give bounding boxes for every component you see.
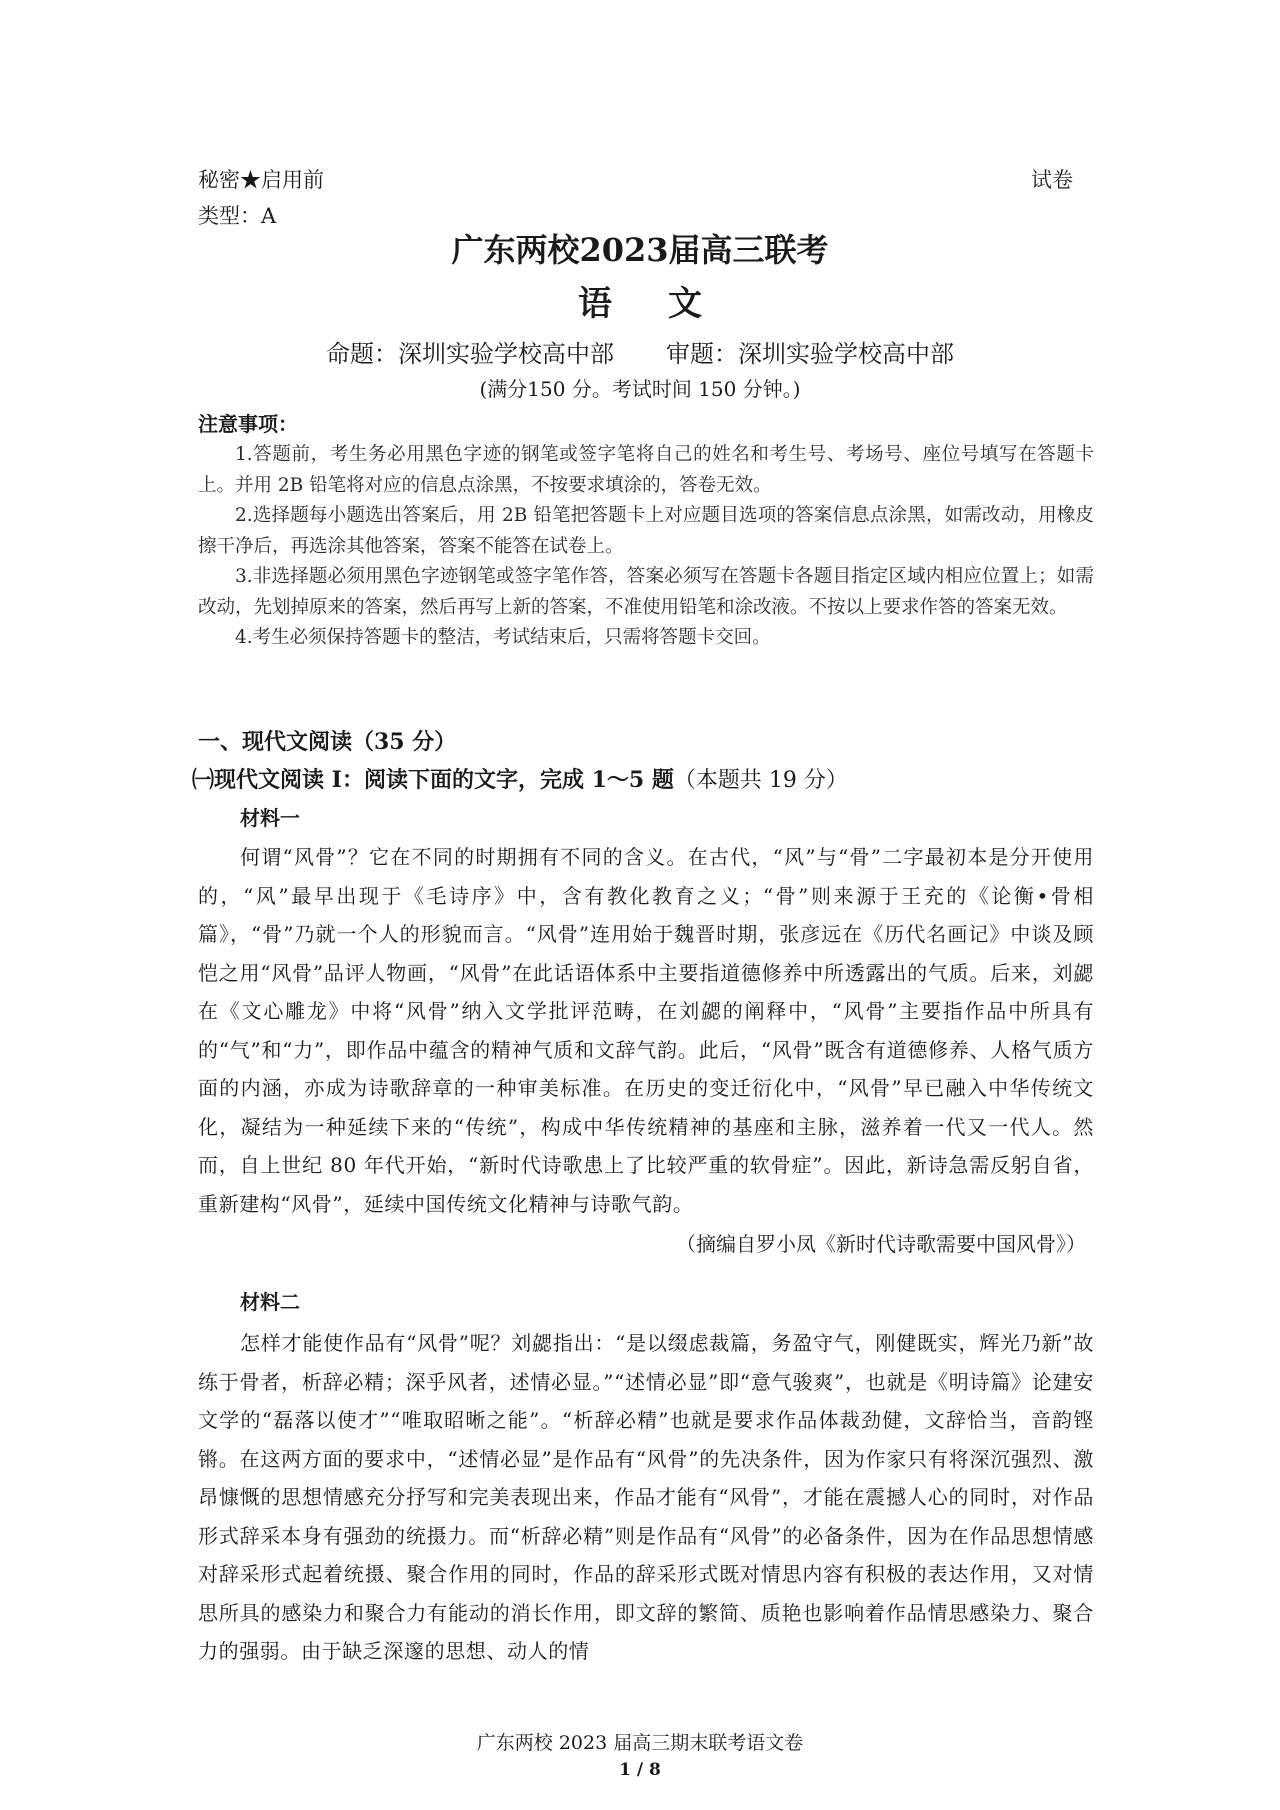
notice-item: 2.选择题每小题选出答案后，用 2B 铅笔把答题卡上对应题目选项的答案信息点涂黑，如需改动，用橡皮擦干净后，再选涂其他答案，答案不能答在试卷上。: [198, 505, 1094, 557]
material-one-body: [198, 838, 1094, 1223]
sub-heading-score: （本题共 19 分）: [673, 768, 848, 793]
paper-type-label: 类型：A: [198, 204, 277, 228]
confidential-label: 秘密★启用前: [198, 168, 324, 192]
setter-label: 命题：深圳实验学校高中部: [326, 340, 614, 368]
material-one-source: （摘编自罗小凤《新时代诗歌需要中国风骨》）: [676, 1232, 1086, 1256]
subject-title: 语文: [578, 284, 758, 324]
notice-heading: 注意事项：: [198, 412, 298, 436]
page-number: 1 / 8: [619, 1760, 661, 1780]
footer-title: 广东两校 2023 届高三期末联考语文卷: [476, 1732, 804, 1754]
material-two-paragraph: 怎样才能使作品有“风骨”呢？刘勰指出：“是以缀虑裁篇，务盈守气，刚健既实，辉光乃新”故练于骨者，析辞必精；深乎风者，述情必显。”“述情必显”即“意气骏爽”，也就是《明诗篇》论建安文学的“磊落以使才”“唯取昭晰之能”。“析辞必精”也就是要求作品体裁劲健，文辞恰当，音韵铿锵。在这两方面的要求中，“述情必显”是作品有“风骨”的先决条件，因为作家只有将深沉强烈、激昂慷慨的思想情感充分抒写和完美表现出来，作品才能有“风骨”，才能在震撼人心的同时，对作品形式辞采本身有强劲的统摄力。而“析辞必精”则是作品有“风骨”的必备条件，因为在作品思想情感对辞采形式起着统摄、聚合作用的同时，作品的辞采形式既对情思内容有积极的表达作用，又对情思所具的感染力和聚合力有能动的消长作用，即文辞的繁简、质艳也影响着作品情思感染力、聚合力的强弱。由于缺乏深邃的思想、动人的情: [198, 1331, 1094, 1663]
material-two-body: [198, 1324, 1094, 1671]
section-heading: 一、现代文阅读（35 分）: [198, 729, 457, 755]
notice-item: 3.非选择题必须用黑色字迹钢笔或签字笔作答，答案必须写在答题卡各题目指定区域内相应位置上；如需改动，先划掉原来的答案，然后再写上新的答案，不准使用铅笔和涂改液。不按以上要求作答的答案无效。: [198, 566, 1094, 618]
material-one-paragraph: 何谓“风骨”？它在不同的时期拥有不同的含义。在古代，“风”与“骨”二字最初本是分开使用的，“风”最早出现于《毛诗序》中，含有教化教育之义；“骨”则来源于王充的《论衡•骨相篇》，“骨”乃就一个人的形貌而言。“风骨”连用始于魏晋时期，张彦远在《历代名画记》中谈及顾恺之用“风骨”品评人物画，“风骨”在此话语体系中主要指道德修养中所透露出的气质。后来，刘勰在《文心雕龙》中将“风骨”纳入文学批评范畴，在刘勰的阐释中，“风骨”主要指作品中所具有的“气”和“力”，即作品中蕴含的精神气质和文辞气韵。此后，“风骨”既含有道德修养、人格气质方面的内涵，亦成为诗歌辞章的一种审美标准。在历史的变迁衍化中，“风骨”早已融入中华传统文化，凝结为一种延续下来的“传统”，构成中华传统精神的基座和主脉，滋养着一代又一代人。然而，自上世纪 80 年代开始，“新时代诗歌患上了比较严重的软骨症”。因此，新诗急需反躬自省，重新建构“风骨”，延续中国传统文化精神与诗歌气韵。: [198, 845, 1094, 1216]
reviewer-label: 审题：深圳实验学校高中部: [666, 340, 954, 368]
exam-duration: (满分150 分。考试时间 150 分钟。): [479, 377, 801, 401]
material-two-label: 材料二: [240, 1290, 300, 1314]
exam-title: 广东两校2023届高三联考: [451, 231, 829, 269]
material-one-label: 材料一: [240, 806, 300, 830]
authors-line: [0, 336, 1280, 372]
header-meta: [198, 162, 324, 234]
sub-heading: [192, 762, 848, 799]
notice-item: 4.考生必须保持答题卡的整洁，考试结束后，只需将答题卡交回。: [235, 627, 771, 648]
notice-item: 1.答题前，考生务必用黑色字迹的钢笔或签字笔将自己的姓名和考生号、考场号、座位号填写在答题卡上。并用 2B 铅笔将对应的信息点涂黑，不按要求填涂的，答卷无效。: [198, 444, 1094, 496]
notice-list: [198, 440, 1094, 654]
sub-heading-text: ㈠现代文阅读 I：阅读下面的文字，完成 1～5 题: [192, 767, 674, 793]
paper-label: 试卷: [1031, 168, 1073, 192]
